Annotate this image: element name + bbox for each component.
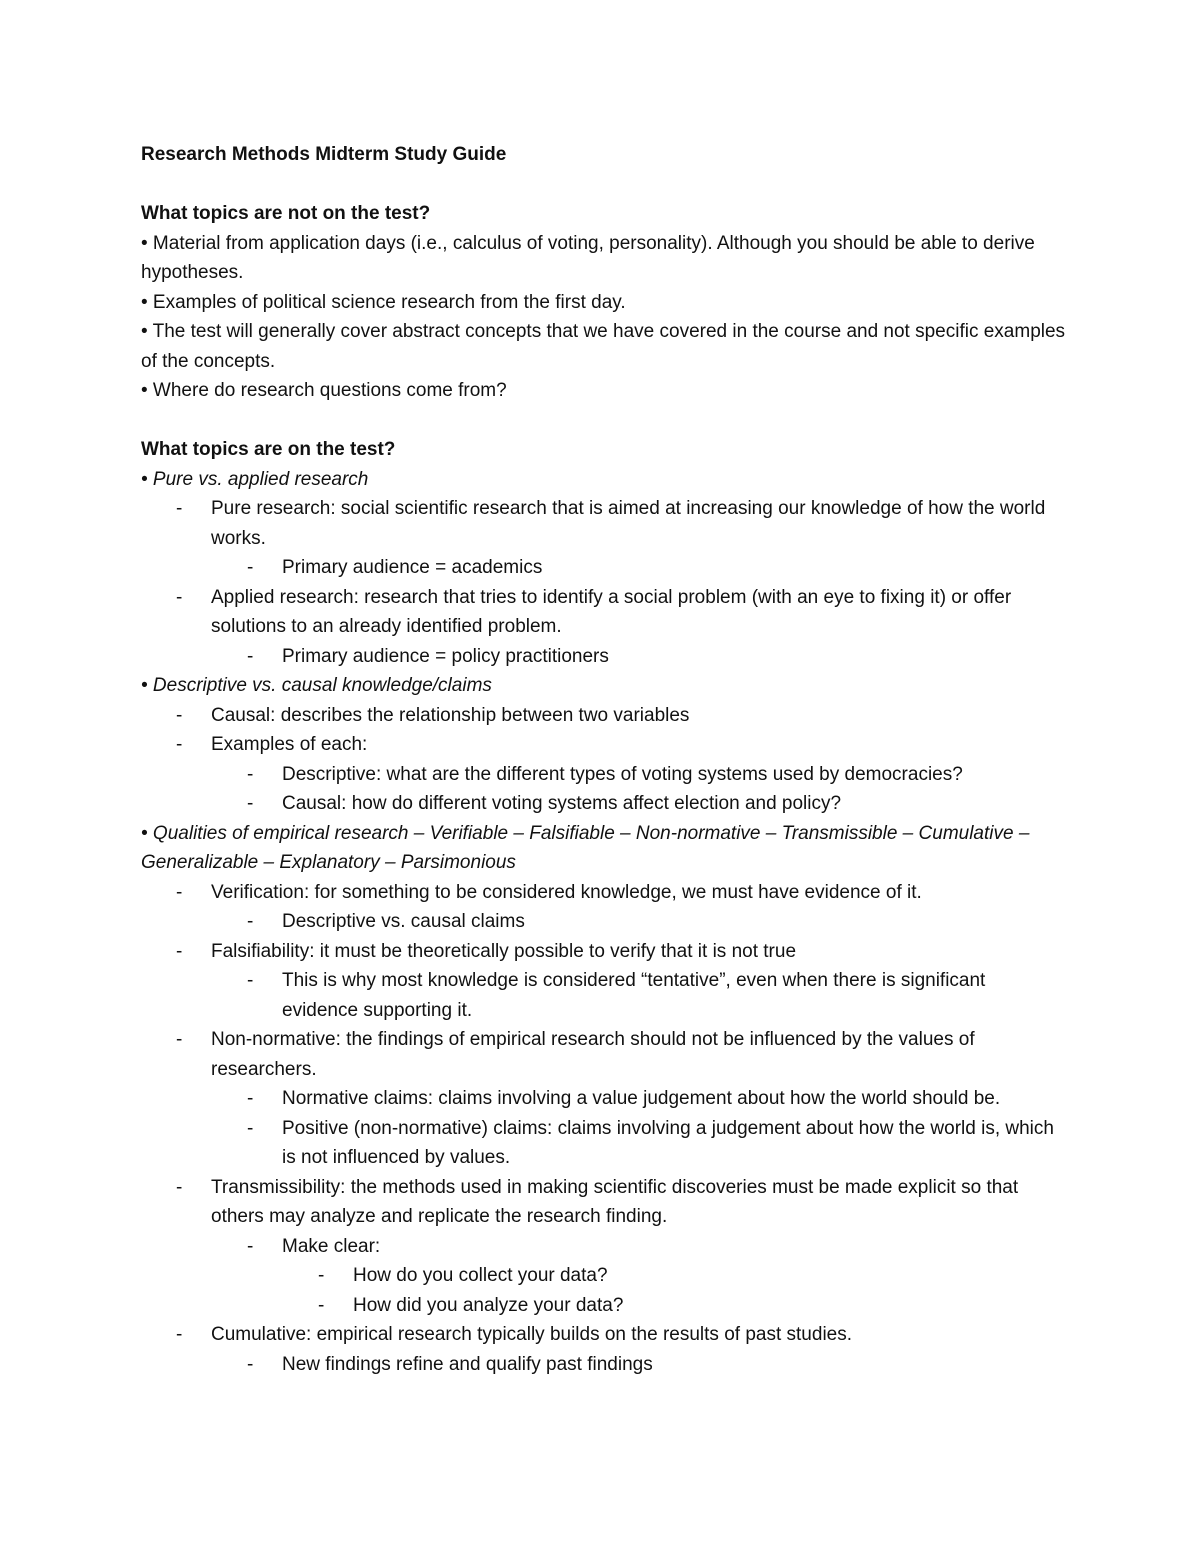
- list-item: [141, 937, 1066, 967]
- list-item-text: New findings refine and qualify past findings: [282, 1353, 653, 1375]
- list-item: [141, 1114, 1066, 1173]
- list-item: [141, 583, 1066, 642]
- list-item: [141, 730, 1066, 760]
- list-item-text: Descriptive vs. causal claims: [282, 911, 525, 932]
- list-item-text: Pure research: social scientific research that is aimed at increasing our knowledge of how the world works.: [211, 498, 1046, 549]
- dash-marker: -: [176, 881, 183, 903]
- dash-marker: -: [247, 1353, 254, 1375]
- list-item: [141, 494, 1066, 553]
- dash-marker: -: [176, 1324, 183, 1345]
- list-item: [141, 1261, 1066, 1291]
- list-item-text: How do you collect your data?: [353, 1265, 608, 1286]
- on-test-heading: What topics are on the test?: [141, 439, 396, 460]
- list-item-text: Normative claims: claims involving a value judgement about how the world should be.: [282, 1088, 1001, 1109]
- dash-marker: -: [247, 793, 254, 814]
- list-item: [141, 1350, 1066, 1380]
- list-item-text: Positive (non-normative) claims: claims involving a judgement about how the world is, which is not influenced by values.: [282, 1117, 1054, 1168]
- dash-marker: -: [318, 1294, 325, 1316]
- document-title: Research Methods Midterm Study Guide: [141, 144, 507, 165]
- list-item: [141, 1173, 1066, 1232]
- not-on-test-bullet: • Material from application days (i.e., calculus of voting, personality). Although you should be able to derive hypotheses.: [141, 232, 1035, 283]
- list-item: [141, 553, 1066, 583]
- dash-marker: -: [176, 586, 183, 608]
- list-item-text: Descriptive: what are the different types of voting systems used by democracies?: [282, 763, 963, 785]
- list-item: [141, 1320, 1066, 1350]
- dash-marker: -: [176, 940, 183, 962]
- document-body: [141, 140, 1066, 1379]
- list-item: [141, 642, 1066, 672]
- list-item-text: Cumulative: empirical research typically builds on the results of past studies.: [211, 1324, 853, 1345]
- list-item: [141, 760, 1066, 790]
- dash-marker: -: [247, 1088, 254, 1109]
- dash-marker: -: [176, 734, 183, 755]
- list-item-text: This is why most knowledge is considered “tentative”, even when there is significant evidence supporting it.: [282, 970, 986, 1021]
- list-item: [141, 907, 1066, 937]
- dash-marker: -: [247, 1235, 254, 1257]
- not-on-test-heading: What topics are not on the test?: [141, 203, 431, 224]
- dash-marker: -: [247, 645, 254, 667]
- list-item-text: Transmissibility: the methods used in making scientific discoveries must be made explicit so that others may analyze and replicate the research finding.: [211, 1176, 1019, 1227]
- not-on-test-bullet: • Examples of political science research from the first day.: [141, 291, 626, 313]
- dash-marker: -: [176, 1029, 183, 1050]
- dash-marker: -: [247, 1117, 254, 1139]
- topic-qualities-of-empirical-research: • Qualities of empirical research – Verifiable – Falsifiable – Non-normative – Transmissible – Cumulative – Generalizable – Explanatory – Parsimonious: [141, 822, 1030, 873]
- list-item-text: Causal: describes the relationship between two variables: [211, 704, 690, 726]
- topic-pure-vs-applied: • Pure vs. applied research: [141, 468, 369, 490]
- list-item: [141, 966, 1066, 1025]
- list-item: [141, 1025, 1066, 1084]
- list-item-text: Examples of each:: [211, 734, 368, 755]
- dash-marker: -: [247, 557, 254, 578]
- dash-marker: -: [247, 911, 254, 932]
- list-item-text: Causal: how do different voting systems affect election and policy?: [282, 793, 842, 814]
- dash-marker: -: [176, 498, 183, 519]
- list-item-text: Verification: for something to be considered knowledge, we must have evidence of it.: [211, 881, 922, 903]
- section-spacer: [141, 406, 1066, 436]
- list-item: [141, 1084, 1066, 1114]
- list-item: [141, 878, 1066, 908]
- list-item-text: Primary audience = academics: [282, 557, 543, 578]
- list-item-text: Primary audience = policy practitioners: [282, 645, 609, 667]
- list-item-text: How did you analyze your data?: [353, 1294, 624, 1316]
- list-item: [141, 701, 1066, 731]
- dash-marker: -: [176, 704, 183, 726]
- dash-marker: -: [247, 763, 254, 785]
- dash-marker: -: [318, 1265, 325, 1286]
- list-item-text: Applied research: research that tries to identify a social problem (with an eye to fixing it) or offer solutions to an already identified problem.: [211, 586, 1012, 637]
- list-item-text: Non-normative: the findings of empirical research should not be influenced by the values of researchers.: [211, 1029, 975, 1080]
- topic-descriptive-vs-causal: • Descriptive vs. causal knowledge/claims: [141, 675, 492, 696]
- dash-marker: -: [176, 1176, 183, 1198]
- not-on-test-bullet: • Where do research questions come from?: [141, 380, 507, 401]
- not-on-test-bullet: • The test will generally cover abstract concepts that we have covered in the course and not specific examples of the concepts.: [141, 321, 1066, 372]
- list-item: [141, 1232, 1066, 1262]
- list-item-text: Make clear:: [282, 1235, 381, 1257]
- dash-marker: -: [247, 970, 254, 991]
- list-item-text: Falsifiability: it must be theoretically possible to verify that it is not true: [211, 940, 797, 962]
- list-item: [141, 789, 1066, 819]
- list-item: [141, 1291, 1066, 1321]
